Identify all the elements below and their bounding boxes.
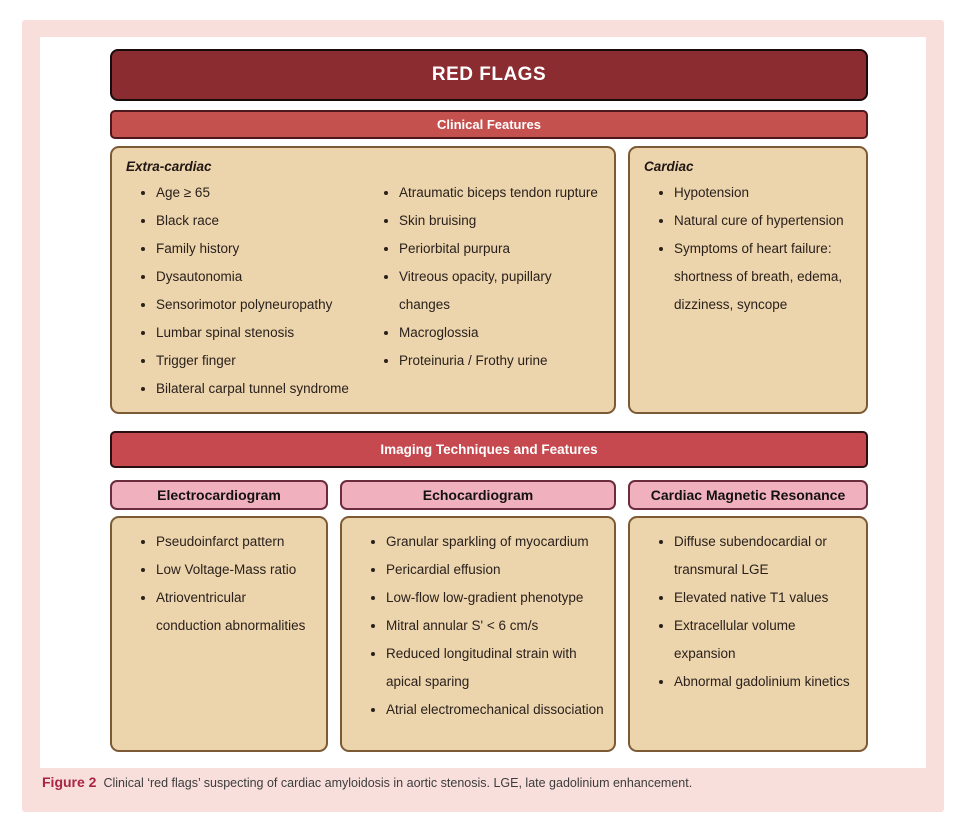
list-item: • Skin bruising xyxy=(399,207,604,235)
list-item: • Sensorimotor polyneuropathy xyxy=(156,291,369,319)
figure-caption-label: Figure 2 xyxy=(42,774,97,790)
clinical-features-band xyxy=(110,110,868,139)
list-item: • Extracellular volume expansion xyxy=(674,612,860,668)
list-item: • Low-flow low-gradient phenotype xyxy=(386,584,608,612)
imaging-content-row xyxy=(110,516,868,752)
red-flags-title-box xyxy=(110,49,868,101)
list-item: • Abnormal gadolinium kinetics xyxy=(674,668,860,696)
list-item: • Periorbital purpura xyxy=(399,235,604,263)
echocardiogram-label: Echocardiogram xyxy=(422,487,534,503)
figure-canvas xyxy=(40,37,926,768)
list-item: • Symptoms of heart failure: shortness of breath, edema, dizziness, syncope xyxy=(674,235,858,319)
list-item: • Macroglossia xyxy=(399,319,604,347)
figure-caption-text: Clinical ‘red flags’ suspecting of cardiac amyloidosis in aortic stenosis. LGE, late gadolinium enhancement. xyxy=(103,776,693,790)
list-item: • Bilateral carpal tunnel syndrome xyxy=(156,375,369,403)
cardiac-list xyxy=(644,179,858,319)
extra-cardiac-columns xyxy=(126,179,604,403)
list-item: • Dysautonomia xyxy=(156,263,369,291)
list-item: • Vitreous opacity, pupillary changes xyxy=(399,263,604,319)
list-item: • Natural cure of hypertension xyxy=(674,207,858,235)
list-item: • Elevated native T1 values xyxy=(674,584,860,612)
list-item: • Trigger finger xyxy=(156,347,369,375)
list-item: • Granular sparkling of myocardium xyxy=(386,528,608,556)
list-item: • Proteinuria / Frothy urine xyxy=(399,347,604,375)
imaging-headers-row xyxy=(110,480,868,510)
imaging-band-label: Imaging Techniques and Features xyxy=(380,442,598,457)
extra-cardiac-list-right xyxy=(369,179,604,403)
cardiac-mr-box xyxy=(628,516,868,752)
cardiac-title: Cardiac xyxy=(644,159,694,174)
extra-cardiac-title: Extra-cardiac xyxy=(126,159,212,174)
extra-cardiac-list-left xyxy=(126,179,369,403)
list-item: • Age ≥ 65 xyxy=(156,179,369,207)
clinical-features-label: Clinical Features xyxy=(436,117,542,132)
cardiac-mr-label: Cardiac Magnetic Resonance xyxy=(650,487,846,503)
list-item: • Reduced longitudinal strain with apical sparing xyxy=(386,640,608,696)
list-item: • Hypotension xyxy=(674,179,858,207)
figure-frame xyxy=(22,20,944,812)
list-item: • Atrioventricular conduction abnormalities xyxy=(156,584,308,640)
list-item: • Family history xyxy=(156,235,369,263)
list-item: • Low Voltage-Mass ratio xyxy=(156,556,308,584)
figure-caption xyxy=(42,774,922,790)
list-item: • Diffuse subendocardial or transmural LGE xyxy=(674,528,860,584)
electrocardiogram-list xyxy=(126,528,308,640)
red-flags-title: RED FLAGS xyxy=(431,64,547,85)
list-item: • Pseudoinfarct pattern xyxy=(156,528,308,556)
extra-cardiac-box xyxy=(110,146,616,414)
echocardiogram-box xyxy=(340,516,616,752)
header-echocardiogram xyxy=(340,480,616,510)
list-item: • Atraumatic biceps tendon rupture xyxy=(399,179,604,207)
list-item: • Lumbar spinal stenosis xyxy=(156,319,369,347)
electrocardiogram-box xyxy=(110,516,328,752)
list-item: • Mitral annular S' < 6 cm/s xyxy=(386,612,608,640)
clinical-row xyxy=(110,146,868,414)
imaging-band xyxy=(110,431,868,468)
cardiac-box xyxy=(628,146,868,414)
list-item: • Pericardial effusion xyxy=(386,556,608,584)
header-cardiac-mr xyxy=(628,480,868,510)
header-electrocardiogram xyxy=(110,480,328,510)
list-item: • Atrial electromechanical dissociation xyxy=(386,696,608,724)
list-item: • Black race xyxy=(156,207,369,235)
diagram-content xyxy=(110,49,868,752)
echocardiogram-list xyxy=(356,528,608,724)
cardiac-mr-list xyxy=(644,528,860,696)
electrocardiogram-label: Electrocardiogram xyxy=(157,487,281,503)
